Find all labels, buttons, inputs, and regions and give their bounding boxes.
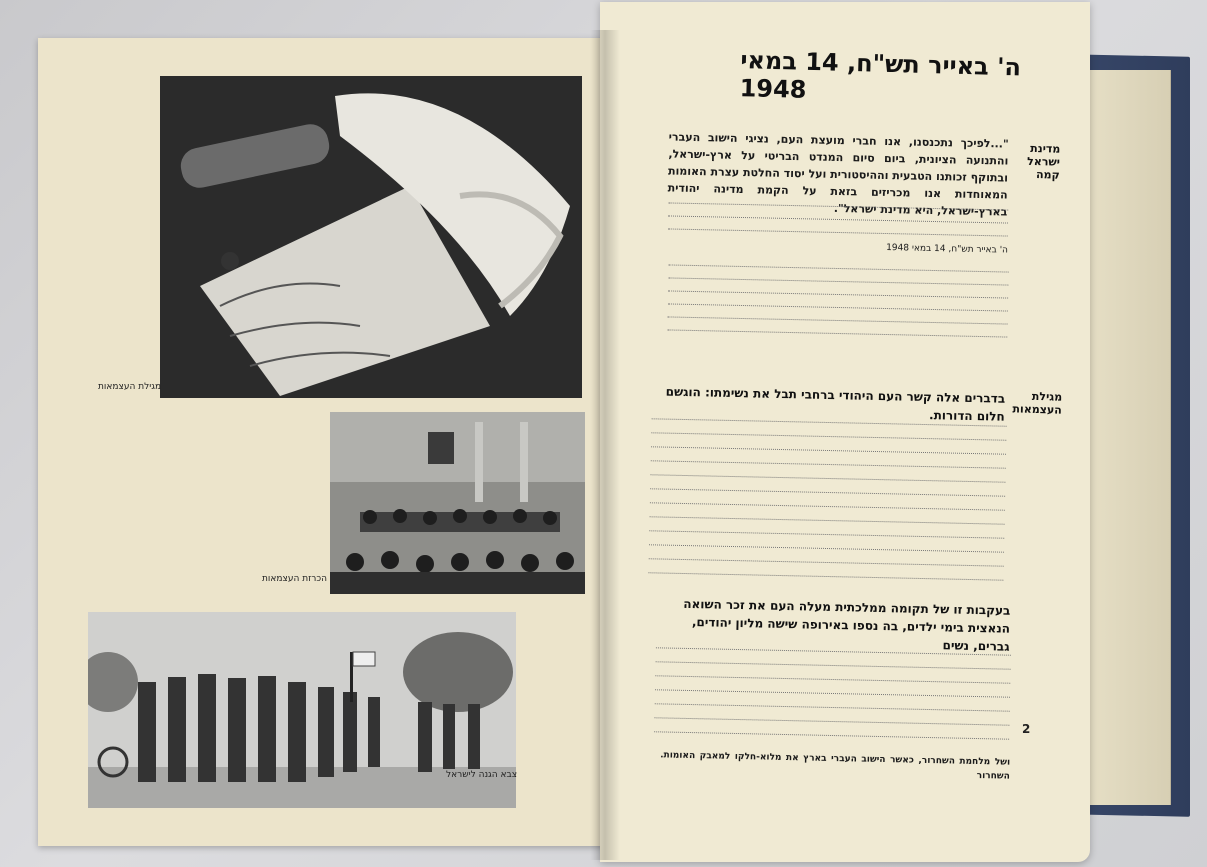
body-filler-1 — [668, 196, 1009, 242]
declaration-quote: "...לפיכך נתכנסנו, אנו חברי מועצת העם, נציגי הישוב העברי והתנועה הציונית, ביום סיום המנדט הבריטי על ארץ-ישראל, ובתוקף זכותנו הטבעית וההיסטורית ועל יסוד החלטת עצרת האומות המאוחדות אנו מכריזים בזאת על הקמת מדינה יהודית בארץ-ישראל, היא מדינת ישראל". — [667, 130, 1009, 219]
section-heading-holocaust: בעקבות זו של תקומה ממלכתית מעלה העם את זכר השואה הנאצית בימי ילדים, בה נספו באירופה שישה מליון יהודים, גברים, נשים — [683, 596, 1011, 654]
closing-line: ושל מלחמת השחרור, כאשר הישוב העברי בארץ את מלוא-חלקו למאבק האומות. השחרור — [660, 750, 1011, 782]
caption-declaration-hall: הכרזת העצמאות — [262, 574, 327, 584]
page-title: ה' באייר תש"ח, 14 במאי 1948 — [739, 46, 1022, 104]
declaration-hall-photo — [330, 412, 585, 594]
declaration-scroll-photo — [160, 76, 582, 398]
body-filler-2 — [667, 258, 1009, 343]
caption-soldiers-parade: צבא הגנה לישראל — [446, 770, 518, 780]
date-paragraph: ה' באייר תש"ח, 14 במאי 1948 — [886, 243, 1009, 256]
body-filler-3 — [648, 412, 1006, 587]
side-label-state-founded: מדינת ישראל קמה — [1026, 141, 1061, 182]
book-gutter — [590, 30, 620, 860]
body-filler-4 — [654, 641, 1011, 746]
section-heading-dream: בדברים אלה קשר העם היהודי ברחבי תבל את נשימתו: הוגשם חלום הדורות. — [665, 384, 1006, 424]
side-label-declaration: מגילת העצמאות — [1012, 389, 1063, 417]
page-number: 2 — [1022, 722, 1031, 736]
caption-declaration-scroll: מגילת העצמאות — [98, 382, 162, 392]
